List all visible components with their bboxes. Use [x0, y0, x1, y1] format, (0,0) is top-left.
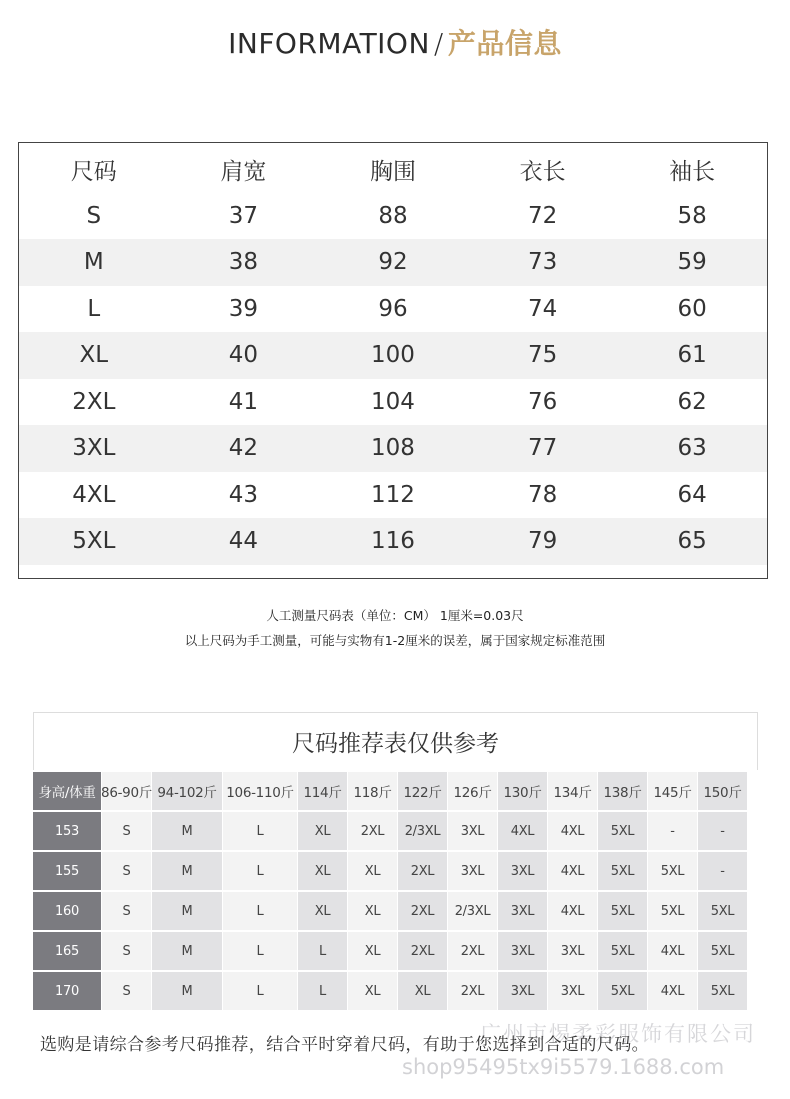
size-recommend-cell: M	[152, 972, 222, 1010]
size-recommend-cell: 5XL	[598, 812, 647, 850]
size-recommend-cell: 4XL	[648, 932, 697, 970]
size-cell: 63	[677, 435, 707, 462]
size-row	[19, 239, 767, 286]
size-recommend-cell: XL	[348, 852, 397, 890]
size-cell: 肩宽	[220, 158, 267, 185]
watermark-shop-url: shop95495tx9i5579.1688.com	[402, 1055, 725, 1079]
size-recommend-cell: L	[298, 932, 347, 970]
watermark-company: 广州市惕柔彩服饰有限公司	[480, 1022, 756, 1046]
size-row	[19, 332, 767, 379]
size-cell: 96	[378, 295, 408, 322]
size-cell: 4XL	[72, 481, 116, 508]
size-recommend-cell: 3XL	[548, 972, 597, 1010]
size-cell: 44	[228, 528, 259, 555]
size-recommend-cell: 2XL	[348, 812, 397, 850]
size-cell: 39	[228, 295, 259, 322]
size-table-box	[18, 142, 768, 579]
weight-header-cell: 134斤	[548, 772, 597, 810]
size-recommend-cell: 4XL	[498, 812, 547, 850]
size-recommend-cell: -	[698, 812, 747, 850]
weight-header-cell: 122斤	[398, 772, 447, 810]
size-cell: 112	[371, 481, 415, 508]
size-recommend-cell: 3XL	[498, 892, 547, 930]
size-recommend-cell: -	[698, 852, 747, 890]
size-row	[19, 193, 767, 240]
size-cell: 74	[527, 295, 558, 322]
height-cell: 160	[33, 892, 101, 930]
weight-header-cell: 130斤	[498, 772, 547, 810]
size-recommend-cell: 2/3XL	[448, 892, 497, 930]
weight-header-cell: 150斤	[698, 772, 747, 810]
size-cell: 100	[371, 342, 415, 369]
size-recommend-cell: 3XL	[498, 932, 547, 970]
size-recommend-cell: 5XL	[598, 892, 647, 930]
size-cell: 衣长	[519, 158, 566, 185]
weight-header-cell: 118斤	[348, 772, 397, 810]
weight-header-cell: 145斤	[648, 772, 697, 810]
size-recommend-cell: 5XL	[698, 972, 747, 1010]
size-cell: 袖长	[669, 158, 716, 185]
size-cell: 78	[527, 481, 558, 508]
size-recommend-cell: 2/3XL	[398, 812, 447, 850]
size-recommend-cell: 2XL	[448, 932, 497, 970]
size-recommend-cell: 4XL	[548, 892, 597, 930]
size-cell: 92	[378, 249, 408, 276]
recommend-title: 尺码推荐表仅供参考	[33, 712, 758, 770]
title-separator: /	[433, 27, 444, 60]
size-recommend-cell: 3XL	[548, 932, 597, 970]
size-recommend-cell: M	[152, 852, 222, 890]
height-cell: 170	[33, 972, 101, 1010]
size-recommend-cell: L	[223, 892, 297, 930]
size-recommend-cell: 3XL	[498, 972, 547, 1010]
size-recommend-cell: S	[102, 892, 151, 930]
size-cell: 76	[527, 388, 558, 415]
size-cell: 77	[527, 435, 558, 462]
size-recommend-cell: 5XL	[598, 972, 647, 1010]
size-cell: 61	[677, 342, 707, 369]
size-cell: 42	[228, 435, 259, 462]
weight-header-cell: 138斤	[598, 772, 647, 810]
size-cell: L	[87, 295, 101, 322]
recommend-table	[33, 772, 748, 1012]
weight-header-cell: 106-110斤	[223, 772, 297, 810]
title-english: INFORMATION	[228, 27, 430, 60]
size-row	[19, 286, 767, 333]
recommend-row	[33, 932, 748, 972]
page-title	[0, 22, 790, 62]
size-recommend-cell: XL	[298, 892, 347, 930]
size-row	[19, 379, 767, 426]
size-recommend-cell: XL	[298, 812, 347, 850]
size-recommend-cell: L	[223, 812, 297, 850]
size-recommend-cell: 5XL	[598, 852, 647, 890]
height-cell: 153	[33, 812, 101, 850]
size-cell: 尺码	[70, 158, 117, 185]
size-row	[19, 518, 767, 565]
size-cell: 116	[371, 528, 415, 555]
size-cell: 59	[677, 249, 707, 276]
bottom-note: 选购是请综合参考尺码推荐，结合平时穿着尺码，有助于您选择到合适的尺码。	[40, 1035, 649, 1055]
size-recommend-cell: -	[648, 812, 697, 850]
size-recommend-cell: 3XL	[448, 812, 497, 850]
height-cell: 165	[33, 932, 101, 970]
size-recommend-cell: 5XL	[698, 892, 747, 930]
size-recommend-cell: XL	[348, 892, 397, 930]
title-chinese: 产品信息	[447, 27, 562, 60]
weight-header-cell: 114斤	[298, 772, 347, 810]
size-cell: 75	[527, 342, 558, 369]
size-cell: 37	[228, 202, 259, 229]
size-recommend-cell: 3XL	[448, 852, 497, 890]
size-recommend-cell: 3XL	[498, 852, 547, 890]
size-recommend-cell: XL	[398, 972, 447, 1010]
weight-header-cell: 126斤	[448, 772, 497, 810]
size-cell: 41	[228, 388, 259, 415]
size-recommend-cell: L	[298, 972, 347, 1010]
size-cell: XL	[79, 342, 109, 369]
size-recommend-cell: XL	[348, 932, 397, 970]
recommend-header-row	[33, 772, 748, 812]
size-recommend-cell: M	[152, 892, 222, 930]
size-row	[19, 472, 767, 519]
size-cell: 3XL	[72, 435, 116, 462]
size-cell: 72	[527, 202, 558, 229]
size-recommend-cell: 4XL	[648, 972, 697, 1010]
size-recommend-cell: S	[102, 972, 151, 1010]
size-recommend-cell: 5XL	[598, 932, 647, 970]
size-cell: 108	[371, 435, 415, 462]
tolerance-note: 以上尺码为手工测量，可能与实物有1-2厘米的误差，属于国家规定标准范围	[184, 633, 606, 648]
size-recommend-cell: 5XL	[698, 932, 747, 970]
recommend-row	[33, 972, 748, 1012]
size-recommend-cell: 4XL	[548, 852, 597, 890]
recommend-row	[33, 852, 748, 892]
size-cell: 40	[228, 342, 259, 369]
recommend-corner-cell: 身高/体重	[33, 772, 101, 810]
recommend-row	[33, 812, 748, 852]
size-cell: 38	[228, 249, 259, 276]
size-cell: 62	[677, 388, 707, 415]
size-cell: 60	[677, 295, 707, 322]
height-cell: 155	[33, 852, 101, 890]
size-cell: 58	[677, 202, 707, 229]
size-recommend-cell: XL	[298, 852, 347, 890]
size-cell: 65	[677, 528, 707, 555]
recommend-row	[33, 892, 748, 932]
size-recommend-cell: 2XL	[398, 852, 447, 890]
size-recommend-cell: 4XL	[548, 812, 597, 850]
size-cell: 64	[677, 481, 707, 508]
weight-header-cell: 86-90斤	[102, 772, 151, 810]
size-header-row	[19, 146, 767, 193]
size-cell: 胸围	[369, 158, 416, 185]
size-recommend-cell: 2XL	[448, 972, 497, 1010]
size-recommend-cell: XL	[348, 972, 397, 1010]
size-cell: M	[83, 249, 104, 276]
size-cell: 2XL	[72, 388, 116, 415]
size-cell: 73	[527, 249, 558, 276]
size-recommend-cell: 2XL	[398, 892, 447, 930]
size-recommend-cell: S	[102, 812, 151, 850]
size-cell: 104	[371, 388, 415, 415]
measure-note: 人工测量尺码表（单位：CM） 1厘米=0.03尺	[266, 608, 524, 623]
size-cell: 79	[527, 528, 558, 555]
weight-header-cell: 94-102斤	[152, 772, 222, 810]
size-recommend-cell: M	[152, 932, 222, 970]
size-recommend-cell: L	[223, 932, 297, 970]
size-recommend-cell: 5XL	[648, 852, 697, 890]
size-recommend-cell: 5XL	[648, 892, 697, 930]
size-cell: 88	[378, 202, 408, 229]
size-table	[19, 146, 767, 565]
size-row	[19, 425, 767, 472]
size-cell: 43	[228, 481, 259, 508]
size-cell: S	[86, 202, 102, 229]
size-cell: 5XL	[72, 528, 116, 555]
size-recommend-cell: M	[152, 812, 222, 850]
size-recommend-cell: L	[223, 972, 297, 1010]
size-recommend-cell: L	[223, 852, 297, 890]
size-recommend-cell: S	[102, 932, 151, 970]
size-recommend-cell: S	[102, 852, 151, 890]
size-recommend-cell: 2XL	[398, 932, 447, 970]
